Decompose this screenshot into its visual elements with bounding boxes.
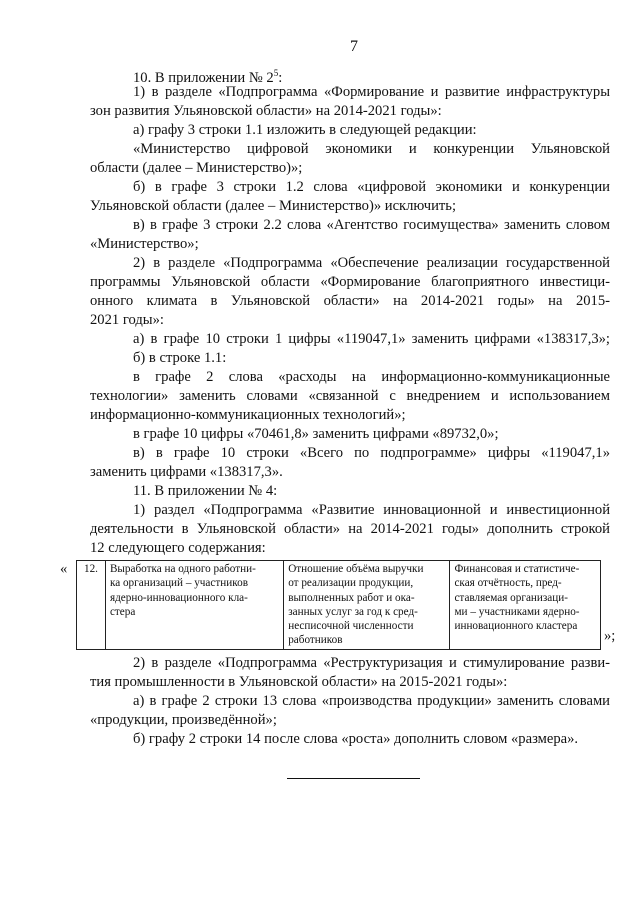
cell-source <box>450 561 601 650</box>
item-10-colon: : <box>278 70 283 86</box>
page-number: 7 <box>350 38 358 55</box>
paragraph-line: а) в графе 10 строки 1 цифры «119047,1» заменить цифрами «138317,3»; <box>133 331 610 347</box>
paragraph-line: области (далее – Министерство)»; <box>90 160 303 176</box>
cell-line: стера <box>109 605 136 618</box>
paragraph-line: 1) в разделе «Подпрограмма «Формирование и развитие инфраструктуры <box>133 84 610 100</box>
cell-line: выполненных работ и ока- <box>288 591 415 604</box>
table-row <box>77 561 601 650</box>
cell-line: несписочной численности <box>288 620 414 633</box>
close-quote: »; <box>604 628 616 644</box>
paragraph-line: Ульяновской области (далее – Министерство)» исключить; <box>90 198 457 214</box>
paragraph-line: тия промышленности в Ульяновской области» на 2015-2021 годы»: <box>90 674 508 690</box>
cell-line: работников <box>288 634 343 647</box>
paragraph-line: онного климата в Ульяновской области» на 2014-2021 годы» на 2015- <box>90 293 610 309</box>
paragraph-line: программы Ульяновской области «Формирование благоприятного инвестици- <box>90 274 610 290</box>
item-11-heading: 11. В приложении № 4: <box>133 483 278 499</box>
paragraph-line: в графе 2 слова «расходы на информационно-коммуникационные <box>133 369 610 385</box>
cell-line: от реализации продукции, <box>288 577 414 590</box>
paragraph-line: а) в графе 2 строки 13 слова «производства продукции» заменить словами <box>133 693 610 709</box>
paragraph-line: деятельности в Ульяновской области» на 2014-2021 годы» дополнить строкой <box>90 521 610 537</box>
open-quote: « <box>60 561 68 577</box>
paragraph-line: заменить цифрами «138317,3». <box>90 464 283 480</box>
footnote-sup: 5 <box>273 68 279 78</box>
paragraph-line: зон развития Ульяновской области» на 2014-2021 годы»: <box>90 103 442 119</box>
paragraph-line: б) в графе 3 строки 1.2 слова «цифровой экономики и конкуренции <box>133 179 610 195</box>
cell-line: ядерно-инновационного кла- <box>109 591 248 604</box>
cell-line: Отношение объёма выручки <box>288 563 424 575</box>
paragraph-line: а) графу 3 строки 1.1 изложить в следующей редакции: <box>133 122 477 138</box>
cell-line: ставляемая организаци- <box>454 591 568 604</box>
cell-method <box>284 561 450 650</box>
paragraph-line: б) в строке 1.1: <box>133 350 227 366</box>
cell-number: 12. <box>77 561 106 650</box>
cell-line: Финансовая и статистиче- <box>454 563 580 575</box>
cell-line: Выработка на одного работни- <box>109 563 256 575</box>
cell-line: инновационного кластера <box>454 620 578 633</box>
paragraph-line: «продукции, произведённой»; <box>90 712 277 728</box>
paragraph-line: 2) в разделе «Подпрограмма «Реструктуризация и стимулирование разви- <box>133 655 610 671</box>
paragraph-line: информационно-коммуникационных технологий»; <box>90 407 406 423</box>
paragraph-line: технологии» заменить словами «связанной с внедрением и использованием <box>90 388 610 404</box>
paragraph-line: в) в графе 10 строки «Всего по подпрограмме» цифры «119047,1» <box>133 445 610 461</box>
paragraph-line: б) графу 2 строки 14 после слова «роста» дополнить словом «размера». <box>133 731 579 747</box>
cell-line: ка организаций – участников <box>109 577 248 590</box>
paragraph-line: в) в графе 3 строки 2.2 слова «Агентство госимущества» заменить словом <box>133 217 610 233</box>
cell-line: ми – участниками ядерно- <box>454 605 580 618</box>
paragraph-line: 2) в разделе «Подпрограмма «Обеспечение реализации государственной <box>133 255 610 271</box>
paragraph-line: «Министерство цифровой экономики и конкуренции Ульяновской <box>133 141 610 157</box>
insert-table <box>76 560 601 650</box>
paragraph-line: 12 следующего содержания: <box>90 540 266 556</box>
paragraph-line: «Министерство»; <box>90 236 199 252</box>
cell-line: ская отчётность, пред- <box>454 577 562 590</box>
cell-line: занных услуг за год к сред- <box>288 605 418 618</box>
paragraph-line: в графе 10 цифры «70461,8» заменить цифрами «89732,0»; <box>133 426 499 442</box>
paragraph-line: 2021 годы»: <box>90 312 164 328</box>
end-divider <box>287 778 420 779</box>
item-10-text: 10. В приложении № 2 <box>133 70 274 86</box>
cell-indicator <box>105 561 283 650</box>
paragraph-line: 1) раздел «Подпрограмма «Развитие инновационной и инвестиционной <box>133 502 610 518</box>
